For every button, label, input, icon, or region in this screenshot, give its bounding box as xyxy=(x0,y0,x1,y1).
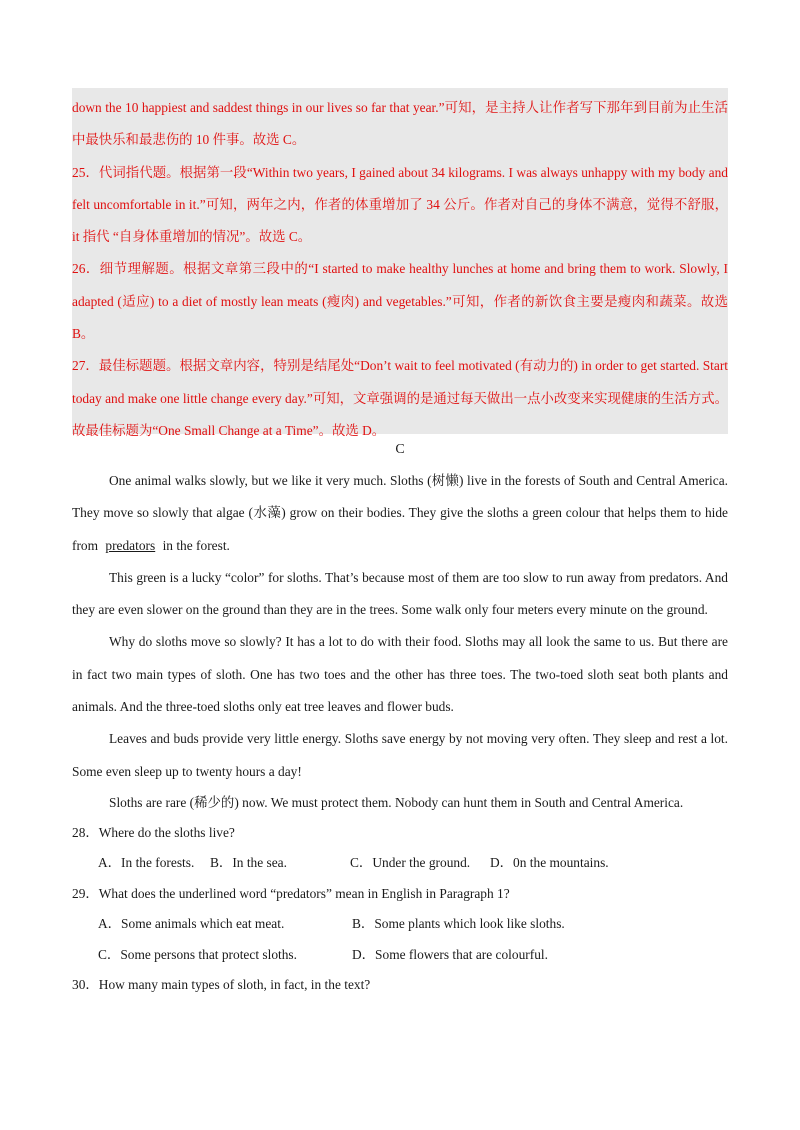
paragraph-4: Leaves and buds provide very little energy. Sloths save energy by not moving very often. They sleep and rest a lot. Some even sleep up to twenty hours a day! xyxy=(72,731,728,779)
question-29-options-ab xyxy=(72,909,728,940)
paragraph-2: This green is a lucky “color” for sloths. That’s because most of them are too slow to run away from predators. And they are even slower on the ground than they are in the trees. Some walk only four meters every minute on the ground. xyxy=(72,569,728,618)
question-28: 28．Where do the sloths live? xyxy=(72,824,235,840)
passage-title: C xyxy=(395,442,405,457)
document-page xyxy=(72,88,728,1001)
question-29-option-a: A．Some animals which eat meat. xyxy=(98,916,285,932)
question-28-option-b: B．In the sea. xyxy=(210,855,287,871)
question-28-option-a: A．In the forests. xyxy=(98,855,195,871)
paragraph-5: Sloths are rare (稀少的) now. We must protect them. Nobody can hunt them in South and Central America. xyxy=(109,794,684,810)
question-29-option-d: D．Some flowers that are colourful. xyxy=(352,946,548,962)
question-29-options-cd xyxy=(72,940,728,971)
paragraph-3: Why do sloths move so slowly? It has a lot to do with their food. Sloths may all look the same to us. But there are in fact two main types of sloth. One has two toes and the other has three toes. The two-toed sloth seat both plants and animals. And the three-toed sloths only eat tree leaves and flower buds. xyxy=(72,634,728,715)
underlined-word-predators: predators xyxy=(105,537,156,553)
question-28-options xyxy=(72,848,728,879)
answer-27: 27．最佳标题题。根据文章内容，特别是结尾处“Don’t wait to feel motivated (有动力的) in order to get started. Start today and make one little change every day.”可知，文章强调的是通过每天做出一点小改变来实现健康的生活方式。故最佳标题为“One Small Change at a Time”。故选 D。 xyxy=(72,358,728,438)
paragraph-1-end: in the forest. xyxy=(162,537,230,553)
question-29-option-c: C．Some persons that protect sloths. xyxy=(98,946,297,962)
question-30: 30．How many main types of sloth, in fact, in the text? xyxy=(72,977,371,993)
answer-26: 26．细节理解题。根据文章第三段中的“I started to make healthy lunches at home and bring them to work. Slowly, I adapted (适应) to a diet of mostly lean meats (瘦肉) and vegetables.”可知，作者的新饮食主要是瘦肉和蔬菜。故选 B。 xyxy=(72,261,728,342)
answer-explanations xyxy=(72,88,728,438)
question-28-option-c: C．Under the ground. xyxy=(350,855,471,871)
question-28-option-d: D．0n the mountains. xyxy=(490,855,609,871)
answer-24-continuation: down the 10 happiest and saddest things in our lives so far that year.”可知，是主持人让作者写下那年到目前为止生活中最快乐和最悲伤的 10 件事。故选 C。 xyxy=(72,100,728,148)
paragraph-1 xyxy=(72,465,728,562)
paragraph-1-text: One animal walks slowly, but we like it very much. Sloths (树懒) live in the forests of South and Central America. They move so slowly that algae (水藻) grow on their bodies. They give the sloths a green colour that helps them to hide from xyxy=(72,473,728,553)
question-29: 29．What does the underlined word “predators” mean in English in Paragraph 1? xyxy=(72,885,510,901)
question-29-option-b: B．Some plants which look like sloths. xyxy=(352,916,565,932)
answer-25: 25．代词指代题。根据第一段“Within two years, I gained about 34 kilograms. I was always unhappy with my body and felt uncomfortable in it.”可知，两年之内，作者的体重增加了 34 公斤。作者对自己的身体不满意，觉得不舒服，it 指代 “自身体重增加的情况”。故选 C。 xyxy=(72,164,728,245)
